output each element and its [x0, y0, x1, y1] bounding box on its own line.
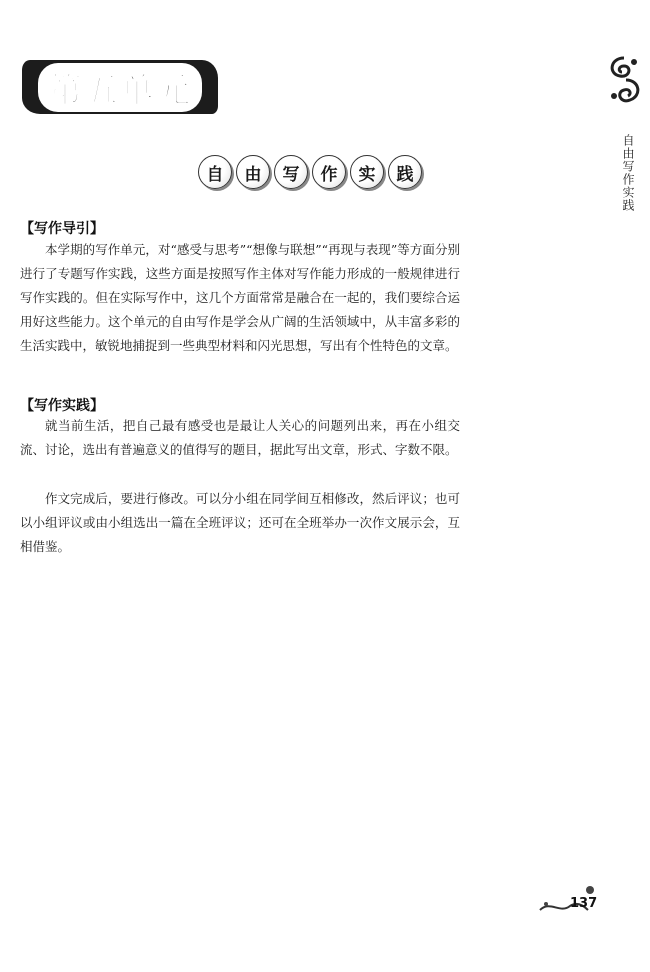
section-heading-guide: 【写作导引】	[20, 221, 104, 237]
side-chapter-label: 自由写作实践	[621, 134, 635, 212]
chapter-title-char: 写	[274, 155, 308, 189]
chapter-title-char: 践	[388, 155, 422, 189]
chapter-title-char: 作	[312, 155, 346, 189]
unit-title-text: 第五单元	[38, 63, 202, 112]
practice-paragraph: 作文完成后，要进行修改。可以分小组在同学间互相修改，然后评议；也可以小组评议或由小组选出一篇在全班评议；还可在全班举办一次作文展示会，互相借鉴。	[20, 491, 460, 554]
chapter-title-char: 由	[236, 155, 270, 189]
chapter-title-char: 自	[198, 155, 232, 189]
chapter-title	[198, 153, 428, 191]
practice-paragraph: 就当前生活，把自己最有感受也是最让人关心的问题列出来，再在小组交流、讨论，选出有普遍意义的值得写的题目，据此写出文章，形式、字数不限。	[20, 418, 460, 457]
chapter-title-char: 实	[350, 155, 384, 189]
floral-ornament-icon	[604, 52, 644, 110]
section-heading-practice: 【写作实践】	[20, 398, 104, 414]
unit-title	[30, 64, 210, 110]
guide-paragraph: 本学期的写作单元，对“感受与思考”“想像与联想”“再现与表现”等方面分别进行了专题写作实践，这些方面是按照写作主体对写作能力形成的一般规律进行写作实践的。但在实际写作中，这几个方面常常是融合在一起的，我们要综合运用好这些能力。这个单元的自由写作是学会从广阔的生活领域中，从丰富多彩的生活实践中，敏锐地捕捉到一些典型材料和闪光思想，写出有个性特色的文章。	[20, 242, 460, 353]
page-number: 137	[570, 896, 598, 911]
